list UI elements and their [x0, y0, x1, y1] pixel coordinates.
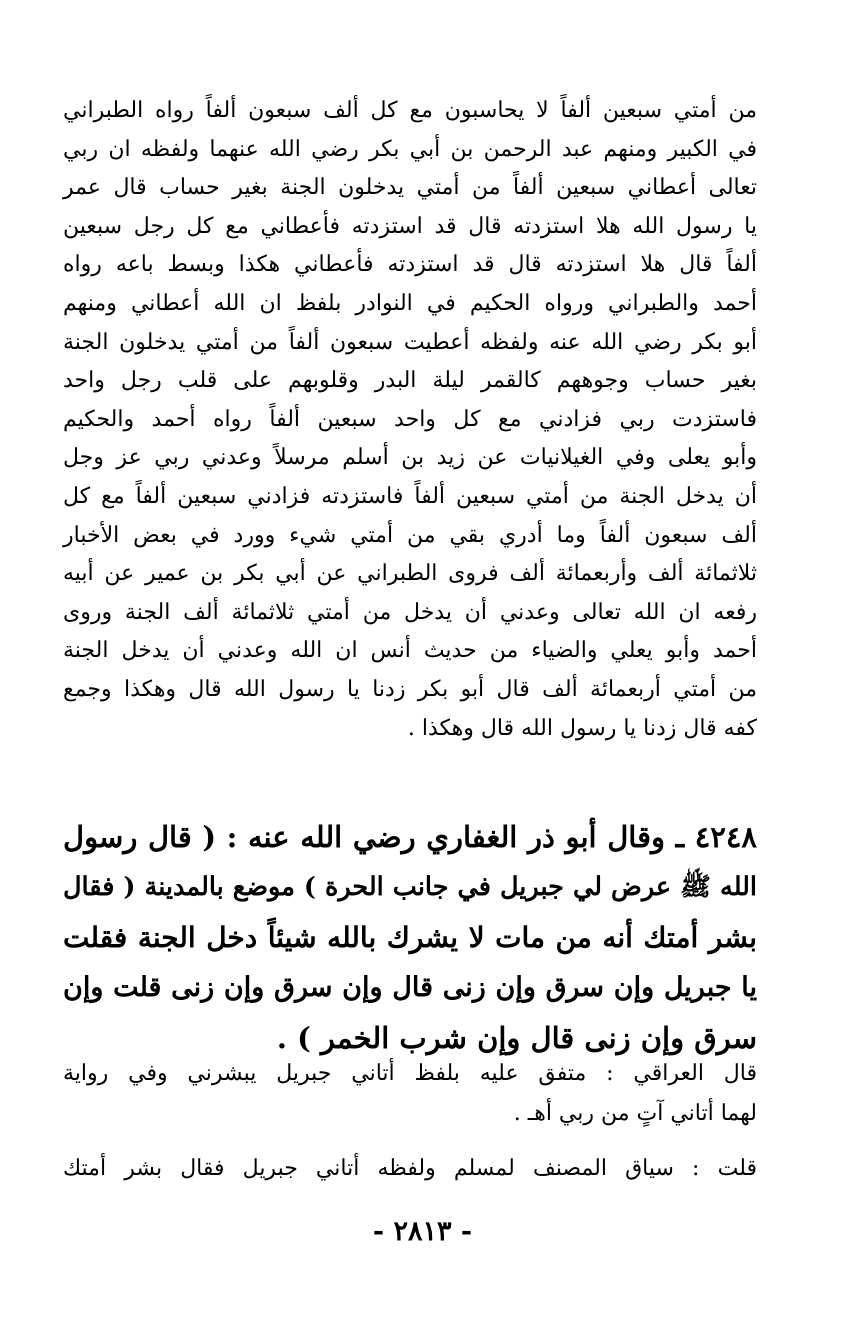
text-line: من أمتي أربعمائة ألف قال أبو بكر زدنا يا رسول الله قال وهكذا وجمع	[63, 676, 757, 702]
commentary-line: قال العراقي : متفق عليه بلفظ أتاني جبريل يبشرني وفي رواية	[63, 1061, 757, 1086]
body-paragraph-hadith-numbers	[63, 92, 757, 748]
text-line: فاستزدت ربي فزادني مع كل واحد سبعين ألفاً رواه أحمد والحكيم	[63, 406, 757, 432]
hadith-text-line: يا جبريل وإن سرق وإن زنى قال وإن سرق وإن زنى قلت وإن	[63, 971, 757, 1003]
text-line: أن يدخل الجنة من أمتي سبعين ألفاً فاستزدته فزادني سبعين ألفاً مع كل	[63, 483, 757, 509]
hadith-text-line: سرق وإن زنى قال وإن شرب الخمر ) .	[276, 1021, 757, 1056]
page-number: - ٢٨١٣ -	[372, 1216, 473, 1247]
text-line: تعالى أعطاني سبعين ألفاً من أمتي يدخلون الجنة بغير حساب قال عمر	[63, 175, 757, 201]
text-line: كفه قال زدنا يا رسول الله قال وهكذا .	[407, 715, 757, 741]
text-line: ألف سبعون ألفاً وما أدري بقي من أمتي شيء وورد في بعض الأخبار	[63, 522, 757, 548]
hadith-text-line: الله ﷺ عرض لي جبريل في جانب الحرة ) موضع بالمدينة ( فقال	[63, 872, 757, 903]
hadith-text-line: بشر أمتك أنه من مات لا يشرك بالله شيئاً دخل الجنة فقلت	[63, 920, 757, 954]
text-line: بغير حساب وجوههم كالقمر ليلة البدر وقلوبهم على قلب رجل واحد	[63, 368, 757, 394]
text-line: أحمد وأبو يعلي والضياء من حديث أنس ان الله وعدني أن يدخل الجنة	[63, 638, 757, 664]
text-line: أبو بكر رضي الله عنه ولفظه أعطيت سبعون ألفاً من أمتي يدخلون الجنة	[63, 329, 757, 355]
text-line: في الكبير ومنهم عبد الرحمن بن أبي بكر رضي الله عنهما ولفظه ان ربي	[63, 136, 757, 162]
text-line: يا رسول الله هلا استزدته قال قد استزدته فأعطاني مع كل رجل سبعين	[63, 213, 757, 239]
text-line: رفعه ان الله تعالى وعدني أن يدخل من أمتي ثلاثمائة ألف الجنة وروى	[63, 599, 757, 625]
author-note-paragraph	[63, 1150, 757, 1188]
text-line: أحمد والطبراني ورواه الحكيم في النوادر بلفظ ان الله أعطاني ومنهم	[63, 290, 757, 316]
hadith-4248-paragraph	[63, 812, 757, 1063]
hadith-text-line: ٤٢٤٨ ـ وقال أبو ذر الغفاري رضي الله عنه : ( قال رسول	[63, 820, 757, 854]
commentary-line: لهما أتاني آتٍ من ربي أهـ .	[513, 1101, 757, 1126]
iraqi-commentary-paragraph	[63, 1054, 757, 1134]
text-line: ثلاثمائة ألف وأربعمائة ألف فروى الطبراني عن أبي بكر بن عمير عن أبيه	[63, 561, 757, 587]
text-line: وأبو يعلى وفي الغيلانيات عن زيد بن أسلم مرسلاً وعدني ربي عز وجل	[63, 445, 757, 471]
text-line: من أمتي سبعين ألفاً لا يحاسبون مع كل ألف سبعون ألفاً رواه الطبراني	[63, 98, 757, 123]
text-line: ألفاً قال هلا استزدته قال قد استزدته فأعطاني هكذا وبسط باعه رواه	[63, 252, 757, 278]
note-line: قلت : سياق المصنف لمسلم ولفظه أتاني جبريل فقال بشر أمتك	[63, 1156, 757, 1181]
